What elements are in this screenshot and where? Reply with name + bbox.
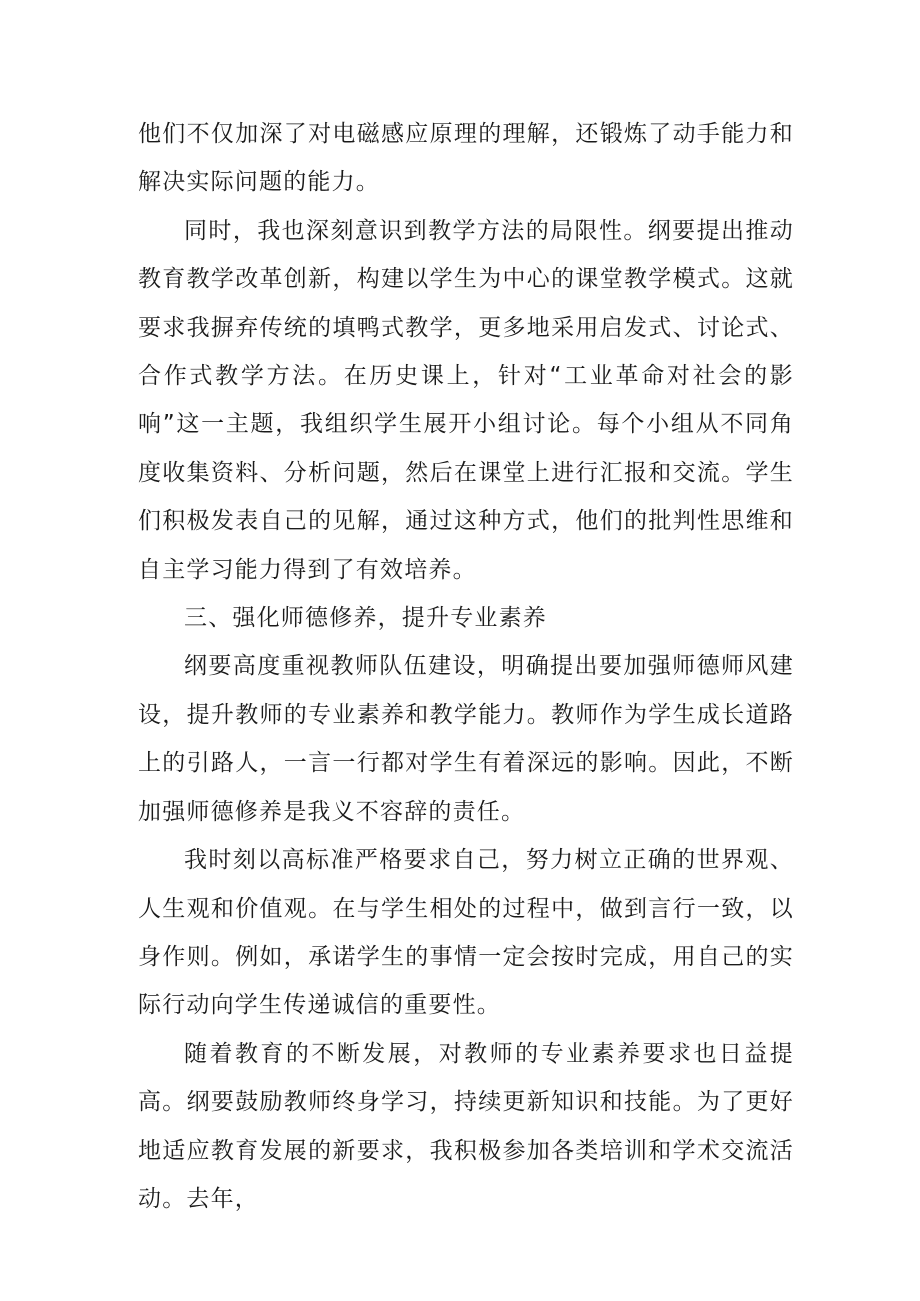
paragraph-teacher-ethics: 纲要高度重视教师队伍建设，明确提出要加强师德师风建设，提升教师的专业素养和教学能力。教师作为学生成长道路上的引路人，一言一行都对学生有着深远的影响。因此，不断加强师德修养是我义不容辞的责任。 (138, 653, 794, 825)
paragraph-self-discipline: 我时刻以高标准严格要求自己，努力树立正确的世界观、人生观和价值观。在与学生相处的过程中，做到言行一致，以身作则。例如，承诺学生的事情一定会按时完成，用自己的实际行动向学生传递诚信的重要性。 (138, 847, 794, 1019)
document-body (138, 110, 794, 1223)
section-heading-ethics: 三、强化师德修养，提升专业素养 (184, 605, 547, 632)
paragraph-electromagnetic-experiment: 他们不仅加深了对电磁感应原理的理解，还锻炼了动手能力和解决实际问题的能力。 (138, 121, 794, 196)
paragraph-lifelong-learning: 随着教育的不断发展，对教师的专业素养要求也日益提高。纲要鼓励教师终身学习，持续更新知识和技能。为了更好地适应教育发展的新要求，我积极参加各类培训和学术交流活动。去年， (138, 1040, 794, 1212)
paragraph-teaching-method-reform: 同时，我也深刻意识到教学方法的局限性。纲要提出推动教育教学改革创新，构建以学生为中心的课堂教学模式。这就要求我摒弃传统的填鸭式教学，更多地采用启发式、讨论式、合作式教学方法。在历史课上，针对“工业革命对社会的影响”这一主题，我组织学生展开小组讨论。每个小组从不同角度收集资料、分析问题，然后在课堂上进行汇报和交流。学生们积极发表自己的见解，通过这种方式，他们的批判性思维和自主学习能力得到了有效培养。 (138, 217, 794, 583)
